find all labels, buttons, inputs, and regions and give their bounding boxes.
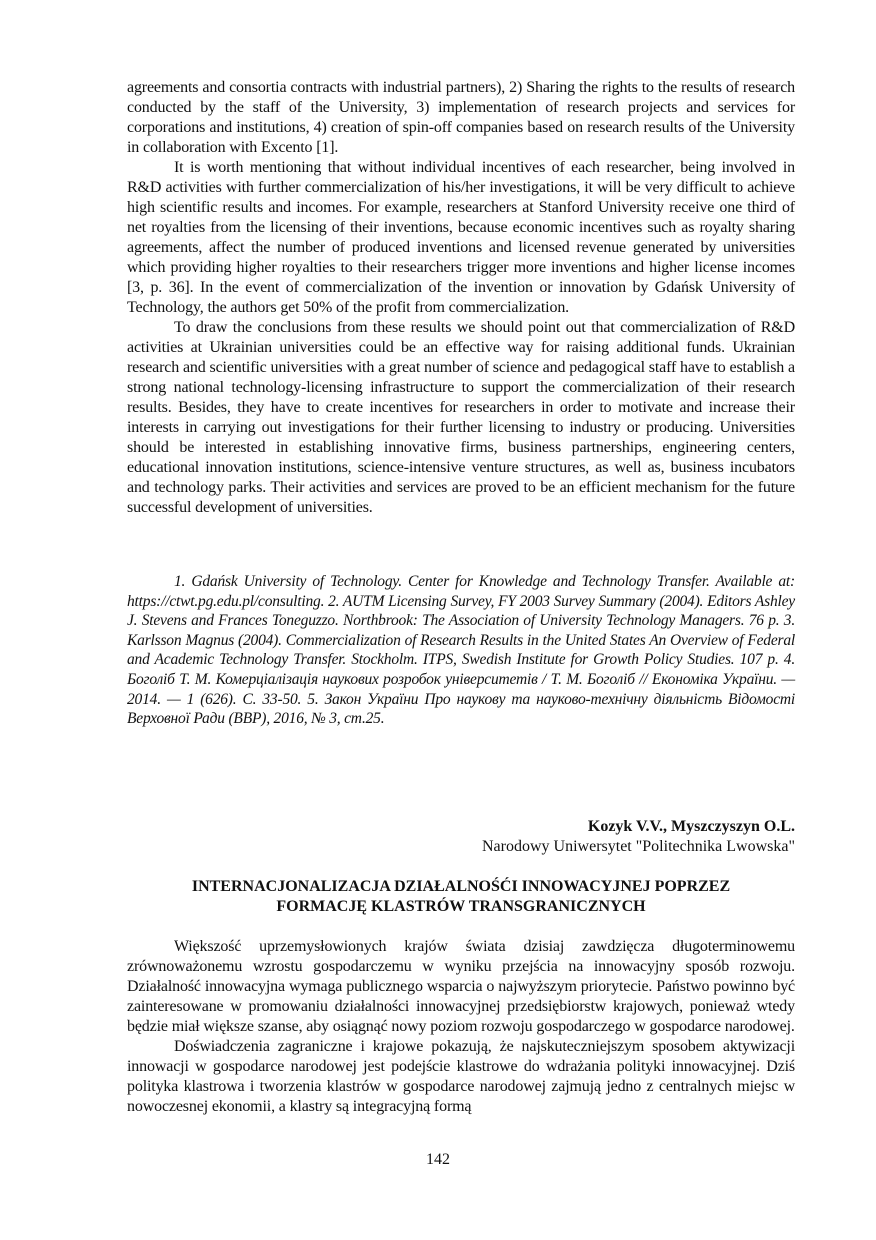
authors: Kozyk V.V., Myszczyszyn O.L. xyxy=(587,818,795,835)
article-title xyxy=(127,877,795,917)
author-block xyxy=(482,817,795,857)
article-body xyxy=(127,937,795,1117)
references-text: 1. Gdańsk University of Technology. Center for Knowledge and Technology Transfer. Available at: https://ctwt.pg.edu.pl/consulting. 2. AUTM Licensing Survey, FY 2003 Survey Summary (2004). Editors Ashley J. Stevens and Frances Toneguzzo. Northbrook: The Association of University Technology Managers. 76 p. 3. Karlsson Magnus (2004). Commercialization of Research Results in the United States An Overview of Federal and Academic Technology Transfer. Stockholm. ITPS, Swedish Institute for Growth Policy Studies. 107 p. 4. Боголіб Т. М. Комерціалізація наукових розробок університетів / Т. М. Боголіб // Економіка України. — 2014. — 1 (626). С. 33-50. 5. Закон України Про наукову та науково-технічну діяльність Відомості Верховної Ради (ВВР), 2016, № 3, ст.25. xyxy=(127,573,795,728)
paragraph: Doświadczenia zagraniczne i krajowe pokazują, że najskuteczniejszym sposobem aktywizacji innowacji w gospodarce narodowej jest podejście klastrowe do wdrażania polityki innowacyjnej. Dziś polityka klastrowa i tworzenia klastrów w gospodarce narodowej zajmują jedno z centralnych miejsc w nowoczesnej ekonomii, a klastry są integracyjną formą xyxy=(127,1038,795,1115)
paragraph: To draw the conclusions from these results we should point out that commercialization of R&D activities at Ukrainian universities could be an effective way for raising additional funds. Ukrainian research and scientific universities with a great number of science and pedagogical staff have to establish a strong national technology-licensing infrastructure to support the commercialization of their research results. Besides, they have to create incentives for researchers in order to motivate and increase their interests in carrying out investigations for their further licensing to industry or producing. Universities should be interested in establishing innovative firms, business partnerships, engineering centers, educational innovation institutions, science-intensive venture structures, as well as, business incubators and technology parks. Their activities and services are proved to be an efficient mechanism for the future successful development of universities. xyxy=(127,319,795,516)
title-line: INTERNACJONALIZACJA DZIAŁALNOŚĆI INNOWACYJNEJ POPRZEZ xyxy=(191,878,731,895)
paragraph: It is worth mentioning that without individual incentives of each researcher, being involved in R&D activities with further commercialization of his/her investigations, it will be very difficult to achieve high scientific results and incomes. For example, researchers at Stanford University receive one third of net royalties from the licensing of their inventions, because economic incentives such as royalty sharing agreements, affect the number of produced inventions and licensed revenue generated by universities which providing higher royalties to their researchers trigger more inventions and higher license incomes [3, p. 36]. In the event of commercialization of the invention or innovation by Gdańsk University of Technology, the authors get 50% of the profit from commercialization. xyxy=(127,159,795,316)
paragraph: Większość uprzemysłowionych krajów świata dzisiaj zawdzięcza długoterminowemu zrównoważonemu wzrostu gospodarczemu w wyniku przejścia na innowacyjny sposób rozwoju. Działalność innowacyjna wymaga publicznego wsparcia o najwyższym priorytecie. Państwo powinno być zainteresowane w promowaniu działalności innowacyjnej przedsiębiorstw krajowych, ponieważ wtedy będzie miał większe szanse, aby osiągnąć nowy poziom rozwoju gospodarczego w gospodarce narodowej. xyxy=(127,938,795,1035)
page-number: 142 xyxy=(426,1151,450,1168)
affiliation: Narodowy Uniwersytet "Politechnika Lwowska" xyxy=(482,838,795,855)
article-body-continued xyxy=(127,78,795,518)
references xyxy=(127,572,795,729)
paragraph: agreements and consortia contracts with industrial partners), 2) Sharing the rights to the results of research conducted by the staff of the University, 3) implementation of research projects and services for corporations and institutions, 4) creation of spin-off companies based on research results of the University in collaboration with Excento [1]. xyxy=(127,79,795,156)
title-line: FORMACJĘ KLASTRÓW TRANSGRANICZNYCH xyxy=(276,898,646,915)
